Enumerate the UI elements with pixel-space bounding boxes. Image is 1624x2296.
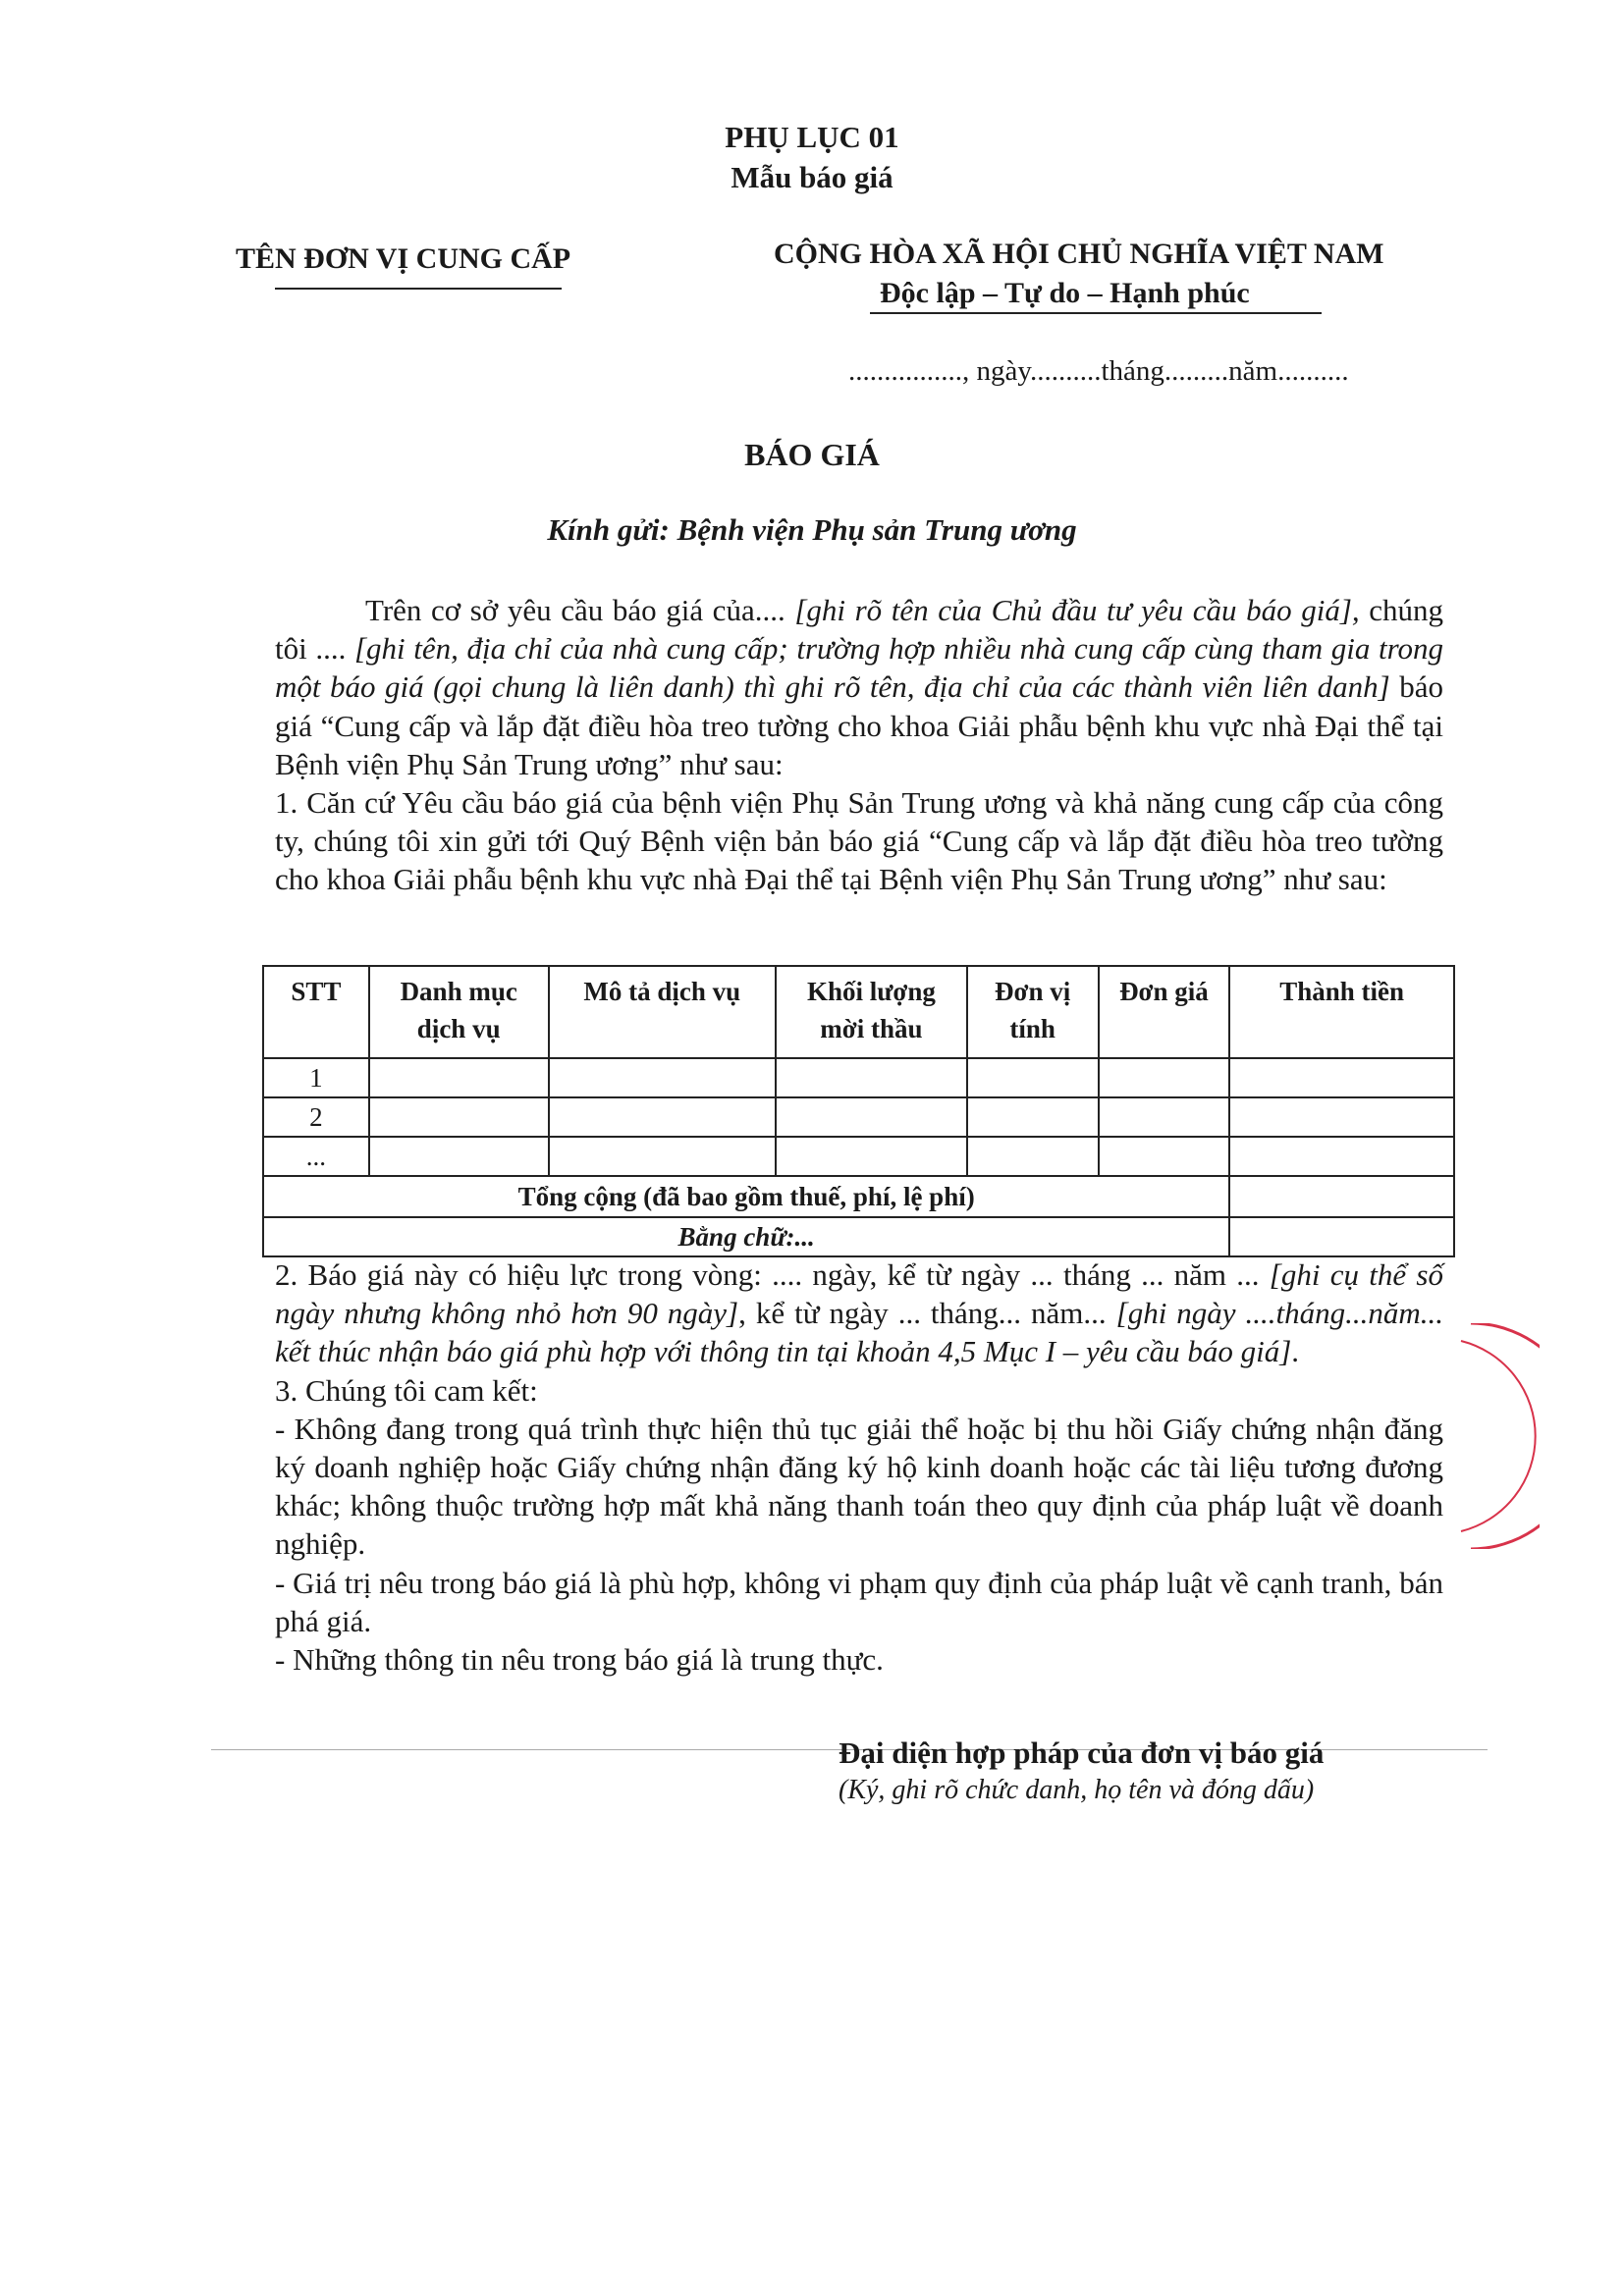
date-line: ................, ngày..........tháng.........năm..........: [848, 355, 1349, 387]
intro-text-1: Trên cơ sở yêu cầu báo giá của....: [365, 593, 795, 627]
header-stt: STT: [263, 966, 369, 1058]
header-unit-line-1: Đơn vị: [995, 977, 1071, 1006]
national-motto: Độc lập – Tự do – Hạnh phúc: [880, 277, 1250, 309]
item-2-text: 2. Báo giá này có hiệu lực trong vòng: .... ngày, kể từ ngày ... tháng ... năm ...: [275, 1257, 1270, 1292]
table-row: [263, 1058, 1454, 1097]
cell: [967, 1137, 1099, 1176]
cell: [1229, 1097, 1454, 1137]
total-label: Tổng cộng (đã bao gồm thuế, phí, lệ phí): [263, 1176, 1229, 1217]
intro-italic-1: [ghi rõ tên của Chủ đầu tư yêu cầu báo giá],: [794, 593, 1360, 627]
cell: [776, 1058, 967, 1097]
total-row: [263, 1176, 1454, 1217]
header-quantity: [776, 966, 967, 1058]
cell: [549, 1097, 777, 1137]
appendix-title: PHỤ LỤC 01: [725, 120, 899, 154]
cell: [549, 1058, 777, 1097]
cell: [369, 1058, 549, 1097]
document-title: BÁO GIÁ: [744, 437, 880, 472]
table-header-row: [263, 966, 1454, 1058]
commitment-item: - Những thông tin nêu trong báo giá là trung thực.: [275, 1642, 884, 1678]
header-category-line-2: dịch vụ: [416, 1014, 501, 1043]
table-row: [263, 1097, 1454, 1137]
cell: [1099, 1058, 1230, 1097]
header-unit-price: Đơn giá: [1099, 966, 1230, 1058]
intro-section: [275, 591, 1443, 899]
cell: [549, 1137, 777, 1176]
header-quantity-line-1: Khối lượng: [806, 977, 936, 1006]
in-words-label: Bằng chữ:...: [263, 1217, 1229, 1256]
cell: [776, 1097, 967, 1137]
header-unit: [967, 966, 1099, 1058]
commitments-heading: 3. Chúng tôi cam kết:: [275, 1372, 538, 1408]
commitment-item: - Không đang trong quá trình thực hiện thủ tục giải thể hoặc bị thu hồi Giấy chứng nhận đăng ký doanh nghiệp hoặc Giấy chứng nhận đăng ký hộ kinh doanh hoặc các tài liệu tương đương khác; không thuộc trường hợp mất khả năng thanh toán theo quy định của pháp luật về doanh nghiệp.: [275, 1411, 1443, 1562]
header-category: [369, 966, 549, 1058]
header-amount: Thành tiền: [1229, 966, 1454, 1058]
intro-text-2: chúng tôi ....: [275, 593, 1444, 667]
row-stt: 2: [263, 1097, 369, 1137]
item-2-text-2: , kể từ ngày ... tháng... năm...: [738, 1296, 1116, 1331]
cell: [1229, 1137, 1454, 1176]
cell: [369, 1137, 549, 1176]
in-words-row: [263, 1217, 1454, 1256]
intro-italic-2: [ghi tên, địa chỉ của nhà cung cấp; trường hợp nhiều nhà cung cấp cùng tham gia trong một báo giá (gọi chung là liên danh) thì ghi rõ tên, địa chỉ của các thành viên liên danh]: [275, 631, 1443, 705]
cell: [967, 1097, 1099, 1137]
supplier-underline: [275, 288, 562, 290]
row-stt: ...: [263, 1137, 369, 1176]
header-quantity-line-2: mời thầu: [820, 1014, 923, 1043]
terms-section: [275, 1255, 1443, 1679]
header-category-line-1: Danh mục: [400, 977, 517, 1006]
motto-underline: [870, 312, 1322, 314]
partial-stamp-icon: [1451, 1323, 1540, 1549]
signature-note: (Ký, ghi rõ chức danh, họ tên và đóng dấu): [839, 1775, 1315, 1805]
recipient-line: Kính gửi: Bệnh viện Phụ sản Trung ương: [547, 512, 1077, 547]
header-unit-line-2: tính: [1009, 1014, 1056, 1043]
intro-text-3: báo giá “Cung cấp và lắp đặt điều hòa treo tường cho khoa Giải phẫu bệnh khu vực nhà Đại thể tại Bệnh viện Phụ Sản Trung ương” như sau:: [275, 669, 1443, 781]
intro-paragraph: [275, 591, 1443, 783]
header-description: Mô tả dịch vụ: [549, 966, 777, 1058]
cell: [967, 1058, 1099, 1097]
cell: [1229, 1058, 1454, 1097]
quotation-table: [262, 965, 1455, 1257]
total-value-cell: [1229, 1176, 1454, 1217]
cell: [1099, 1137, 1230, 1176]
national-header: CỘNG HÒA XÃ HỘI CHỦ NGHĨA VIỆT NAM: [774, 238, 1384, 270]
row-stt: 1: [263, 1058, 369, 1097]
item-2-italic-2: [ghi ngày ....tháng...năm... kết thúc nhận báo giá phù hợp với thông tin tại khoản 4,5 Mục I – yêu cầu báo giá]: [275, 1296, 1444, 1369]
item-2-italic-1: [ghi cụ thể số ngày nhưng không nhỏ hơn 90 ngày]: [275, 1257, 1443, 1331]
cell: [1099, 1097, 1230, 1137]
commitment-item: - Giá trị nêu trong báo giá là phù hợp, không vi phạm quy định của pháp luật về cạnh tranh, bán phá giá.: [275, 1565, 1443, 1638]
item-2-end: .: [1291, 1334, 1300, 1369]
in-words-value-cell: [1229, 1217, 1454, 1256]
supplier-name: TÊN ĐƠN VỊ CUNG CẤP: [236, 242, 571, 275]
item-1: 1. Căn cứ Yêu cầu báo giá của bệnh viện Phụ Sản Trung ương và khả năng cung cấp của công ty, chúng tôi xin gửi tới Quý Bệnh viện bản báo giá “Cung cấp và lắp đặt điều hòa treo tường cho khoa Giải phẫu bệnh khu vực nhà Đại thể tại Bệnh viện Phụ Sản Trung ương” như sau:: [275, 785, 1443, 897]
cell: [369, 1097, 549, 1137]
item-2: [275, 1255, 1443, 1371]
cell: [776, 1137, 967, 1176]
signature-title: Đại diện hợp pháp của đơn vị báo giá: [839, 1735, 1325, 1770]
appendix-subtitle: Mẫu báo giá: [731, 160, 893, 194]
table-row: [263, 1137, 1454, 1176]
